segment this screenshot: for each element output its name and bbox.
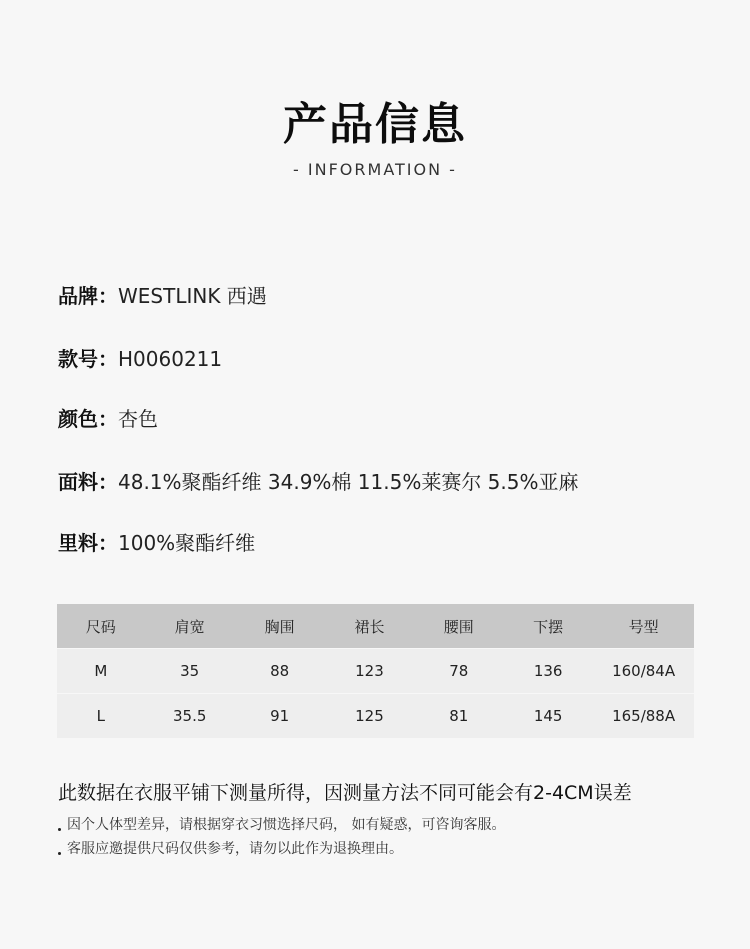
info-label: 面料： (58, 470, 118, 494)
info-label: 款号： (58, 347, 118, 371)
info-value: H0060211 (118, 347, 223, 371)
table-cell: 136 (503, 649, 593, 694)
table-cell: 35.5 (145, 694, 235, 739)
table-cell: 145 (503, 694, 593, 739)
table-cell: 125 (324, 694, 414, 739)
info-label: 品牌： (58, 284, 118, 308)
info-row-fabric (58, 466, 579, 495)
page-title: 产品信息 (283, 99, 467, 150)
note-list-item (58, 838, 403, 858)
table-cell: 78 (414, 649, 503, 694)
column-header: 尺码 (57, 604, 145, 649)
page-subtitle: - INFORMATION - (293, 160, 457, 179)
info-row-style-no (58, 343, 222, 372)
table-cell: 165/88A (593, 694, 694, 739)
info-label: 颜色： (58, 407, 118, 431)
note-text: 因个人体型差异，请根据穿衣习惯选择尺码， 如有疑惑，可咨询客服。 (67, 817, 506, 833)
column-header: 裙长 (324, 604, 414, 649)
table-cell: 160/84A (593, 649, 694, 694)
table-cell: M (57, 649, 145, 694)
table-cell: 91 (235, 694, 325, 739)
info-value: 100%聚酯纤维 (118, 531, 256, 555)
bullet-icon (58, 828, 61, 831)
note-text: 客服应邀提供尺码仅供参考，请勿以此作为退换理由。 (67, 841, 403, 857)
info-row-brand (58, 280, 267, 309)
info-row-lining (58, 527, 255, 556)
table-row (57, 649, 694, 694)
info-value: 杏色 (118, 407, 158, 431)
table-row (57, 694, 694, 739)
bullet-icon (58, 852, 61, 855)
info-value: WESTLINK 西遇 (118, 284, 267, 308)
table-cell: 35 (145, 649, 235, 694)
table-cell: L (57, 694, 145, 739)
table-cell: 81 (414, 694, 503, 739)
size-table-header-row (57, 604, 694, 649)
column-header: 肩宽 (145, 604, 235, 649)
info-value: 48.1%聚酯纤维 34.9%棉 11.5%莱赛尔 5.5%亚麻 (118, 470, 579, 494)
size-table (57, 604, 694, 738)
column-header: 腰围 (414, 604, 503, 649)
column-header: 下摆 (503, 604, 593, 649)
measurement-note: 此数据在衣服平铺下测量所得，因测量方法不同可能会有2-4CM误差 (58, 782, 632, 804)
table-cell: 88 (235, 649, 325, 694)
column-header: 胸围 (235, 604, 325, 649)
column-header: 号型 (593, 604, 694, 649)
info-row-color (58, 403, 158, 432)
note-list-item (58, 814, 505, 834)
info-label: 里料： (58, 531, 118, 555)
table-cell: 123 (324, 649, 414, 694)
